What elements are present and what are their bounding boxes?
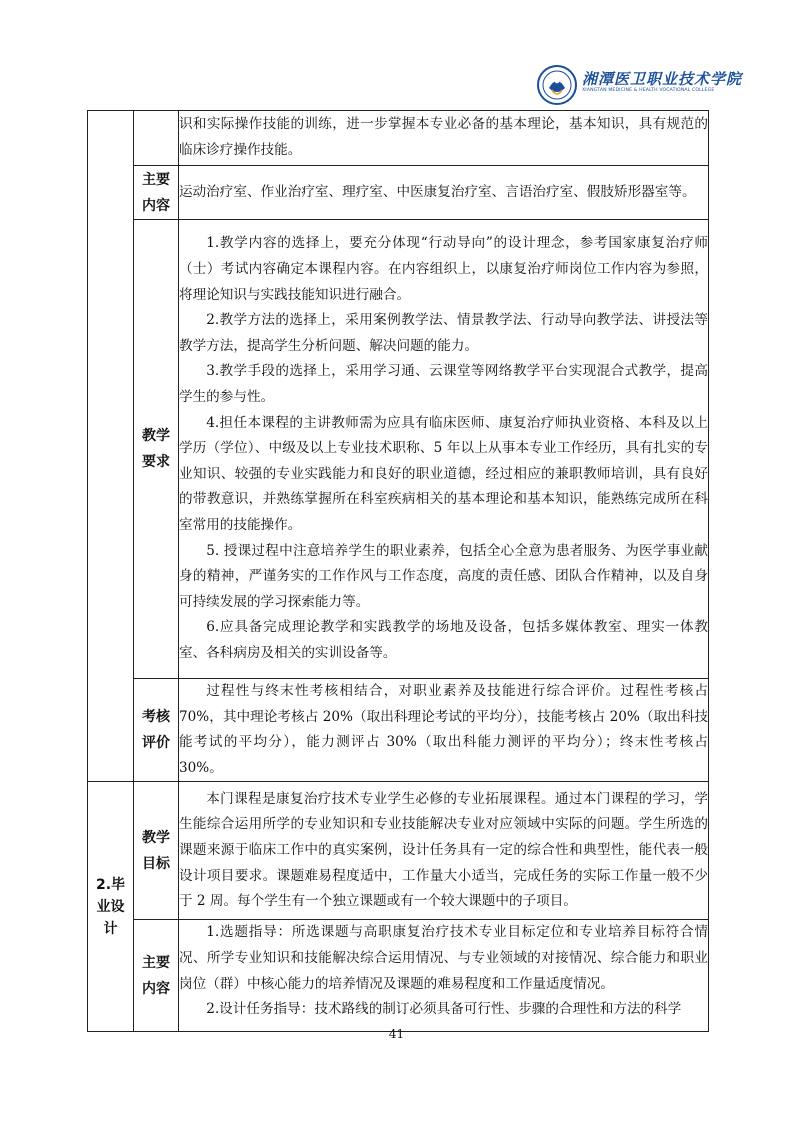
teaching-goal-text: 本门课程是康复治疗技术专业学生必修的专业拓展课程。通过本门课程的学习，学生能综合运用所学的专业知识和专业技能解决专业对应领域中实际的问题。学生所选的课题来源于临床工作中的真实案例，设计任务具有一定的综合性和典型性，能代表一般设计项目要求。课题难易程度适中，工作量大小适当，完成任务的实际工作量一般不少于 2 周。每个学生有一个独立课题或有一个较大课题中的子项目。 (179, 790, 708, 910)
content-cell-teaching-requirements (179, 220, 709, 679)
label-main-content: 主要 内容 (134, 166, 179, 220)
assessment-text: 过程性与终末性考核相结合，对职业素养及技能进行综合评价。过程性考核占70%，其中理论考核占 20%（取出科理论考试的平均分），技能考核占 20%（取出科技能考试的平均分），能力测评占 30%（取出科能力测评的平均分）；终末性考核占 30%。 (179, 683, 708, 776)
college-emblem-icon (536, 64, 578, 106)
label-cell-empty (134, 111, 179, 166)
requirement-item-3: 3.教学手段的选择上，采用学习通、云课堂等网络教学平台实现混合式教学，提高学生的参与性。 (179, 363, 708, 406)
label-assessment: 考核 评价 (134, 679, 179, 782)
table-row-teaching-requirements (88, 220, 709, 679)
label-teaching-goal: 教学 目标 (134, 782, 179, 920)
college-logo (536, 64, 743, 108)
requirement-item-6: 6.应具备完成理论教学和实践教学的场地及设备，包括多媒体教室、理实一体教室、各科病房及相关的实训设备等。 (179, 619, 708, 661)
content-cell-main-content (179, 166, 709, 220)
table-row-graduation-content (88, 920, 709, 1032)
college-name-cn: 湘潭医卫职业技术学院 (582, 70, 743, 88)
section-graduation-design: 2.毕 业设 计 (88, 782, 134, 1032)
guidance-item-1: 1.选题指导：所选课题与高职康复治疗技术专业目标定位和专业培养目标符合情况、所学专业知识和技能解决综合运用情况、与专业领域的对接情况、综合能力和职业岗位（群）中核心能力的培养情况及课题的难易程度和工作量适度情况。 (179, 924, 708, 992)
course-table (87, 110, 709, 1032)
label-teaching-requirements: 教学 要求 (134, 220, 179, 679)
section-cell-prev (88, 111, 134, 782)
page-number: 41 (388, 1027, 405, 1041)
requirement-item-5: 5. 授课过程中注意培养学生的职业素养，包括全心全意为患者服务、为医学事业献身的精神，严谨务实的工作作风与工作态度，高度的责任感、团队合作精神，以及自身可持续发展的学习探索能力等。 (179, 542, 708, 610)
content-cell-continuation (179, 111, 709, 166)
table-row-continuation (88, 111, 709, 166)
table-row-main-content (88, 166, 709, 220)
table-row-graduation-goal (88, 782, 709, 920)
requirement-item-4: 4.担任本课程的主讲教师需为应具有临床医师、康复治疗师执业资格、本科及以上学历（学位）、中级及以上专业技术职称、5 年以上从事本专业工作经历，具有扎实的专业知识、较强的专业实践能力和良好的职业道德，经过相应的兼职教师培训，具有良好的带教意识，并熟练掌握所在科室疾病相关的基本理论和基本知识，能熟练完成所在科室常用的技能操作。 (179, 414, 708, 533)
requirement-item-2: 2.教学方法的选择上，采用案例教学法、情景教学法、行动导向教学法、讲授法等教学方法，提高学生分析问题、解决问题的能力。 (179, 312, 708, 354)
guidance-item-2: 2.设计任务指导：技术路线的制订必须具备可行性、步骤的合理性和方法的科学 (206, 1001, 682, 1018)
main-content-text: 运动治疗室、作业治疗室、理疗室、中医康复治疗室、言语治疗室、假肢矫形器室等。 (179, 183, 696, 200)
table-row-assessment (88, 679, 709, 782)
content-cell-graduation-content (179, 920, 709, 1032)
content-cell-teaching-goal (179, 782, 709, 920)
college-name-en: XIANGTAN MEDICINE & HEALTH VOCATIONAL COLLEGE (582, 88, 715, 93)
label-graduation-main-content: 主要 内容 (134, 920, 179, 1032)
content-cell-assessment (179, 679, 709, 782)
requirement-item-1: 1.教学内容的选择上，要充分体现“行动导向”的设计理念，参考国家康复治疗师（士）考试内容确定本课程内容。在内容组织上，以康复治疗师岗位工作内容为参照，将理论知识与实践技能知识进行融合。 (179, 235, 708, 303)
continuation-text: 识和实际操作技能的训练，进一步掌握本专业必备的基本理论，基本知识，具有规范的临床诊疗操作技能。 (179, 116, 708, 158)
